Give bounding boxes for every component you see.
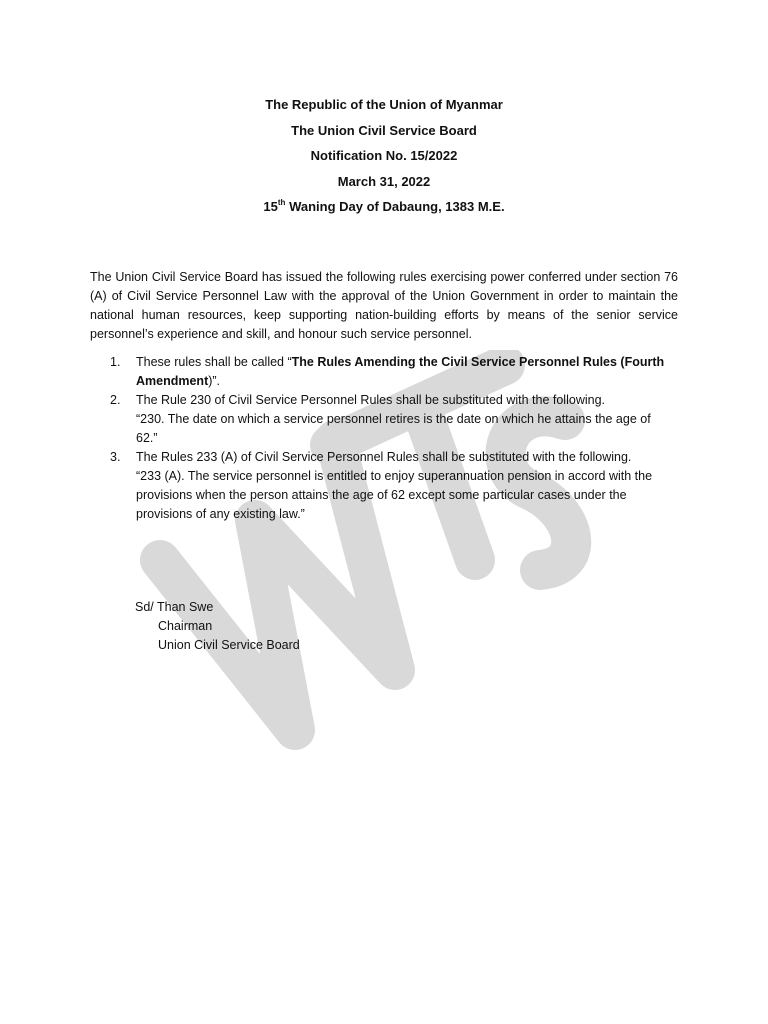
header-myanmar-date xyxy=(0,194,768,220)
rule-number-1: 1. xyxy=(110,355,121,369)
rule-item-3 xyxy=(110,448,670,524)
rule-number-3: 3. xyxy=(110,450,121,464)
signature-name: Sd/ Than Swe xyxy=(135,600,214,614)
header-date: March 31, 2022 xyxy=(337,173,431,189)
header-myanmar-date-rest: Waning Day of Dabaung, 1383 M.E. xyxy=(285,199,505,214)
signature-organization: Union Civil Service Board xyxy=(158,638,300,652)
rule-item-2 xyxy=(110,391,670,448)
rule-2-quote: “230. The date on which a service personnel retires is the date on which he attains the age of 62.” xyxy=(136,412,651,445)
rules-list xyxy=(110,353,670,524)
header-republic: The Republic of the Union of Myanmar xyxy=(265,97,503,112)
rule-1-title: The Rules Amending the Civil Service Personnel Rules (Fourth Amendment xyxy=(136,355,665,388)
rule-3-text: The Rules 233 (A) of Civil Service Personnel Rules shall be substituted with the following. xyxy=(136,450,632,464)
header-myanmar-date-day: 15 xyxy=(263,199,278,214)
header-myanmar-date-suffix: th xyxy=(277,197,286,207)
rule-1-text-post: )”. xyxy=(208,374,221,388)
rule-number-2: 2. xyxy=(110,393,121,407)
header-board: The Union Civil Service Board xyxy=(291,122,477,138)
rule-2-text: The Rule 230 of Civil Service Personnel Rules shall be substituted with the following. xyxy=(136,393,605,407)
intro-paragraph: The Union Civil Service Board has issued the following rules exercising power conferred under section 76 (A) of Civil Service Personnel Law with the approval of the Union Government in order to maintain the national human resources, keep supporting nation-building efforts by means of the senior service personnel’s experience and skill, and honour such service personnel. xyxy=(90,270,678,341)
rule-item-1 xyxy=(110,353,670,391)
rule-1-text-pre: These rules shall be called “ xyxy=(136,355,292,369)
signature-block xyxy=(135,598,300,655)
signature-title: Chairman xyxy=(158,619,213,633)
document-header xyxy=(0,92,768,220)
header-notification-number: Notification No. 15/2022 xyxy=(310,148,458,163)
rule-3-quote: “233 (A). The service personnel is entitled to enjoy superannuation pension in accord with the provisions when the person attains the age of 62 except some particular cases under the provisions of any existing law.” xyxy=(136,469,653,521)
